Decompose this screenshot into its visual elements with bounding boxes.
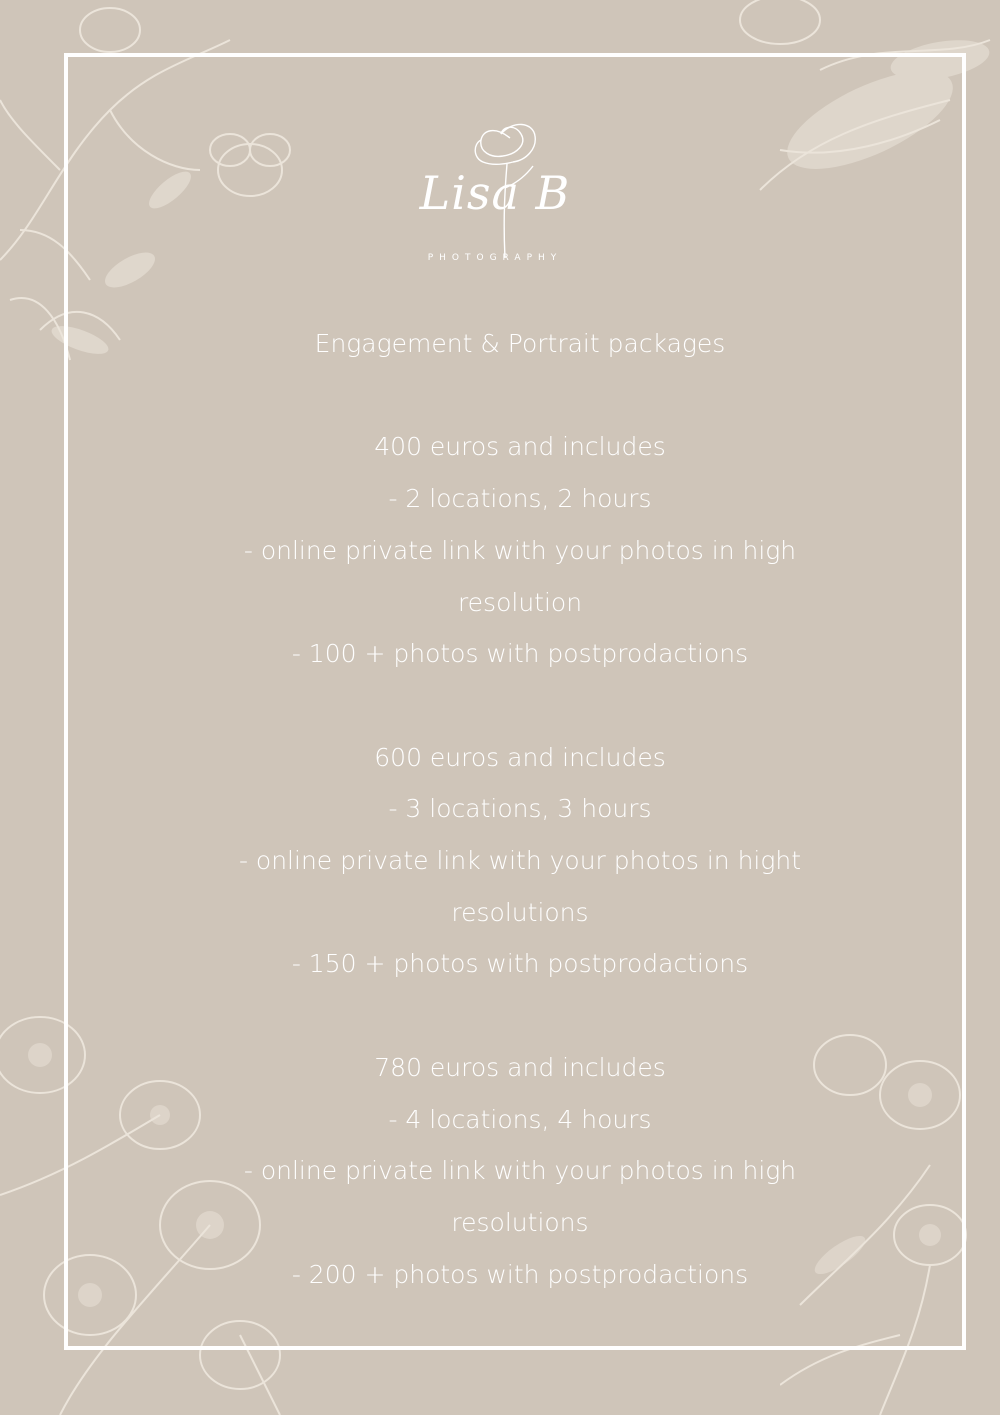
package-line: - online private link with your photos in hight xyxy=(238,846,802,875)
package-block xyxy=(120,421,920,680)
brand-logo xyxy=(395,108,595,268)
package-block xyxy=(120,732,920,991)
spacer xyxy=(120,680,920,732)
package-line: - 2 locations, 2 hours xyxy=(388,484,652,514)
package-line: - 3 locations, 3 hours xyxy=(388,794,652,824)
package-price: 400 euros and includes xyxy=(374,432,666,462)
package-line: - 4 locations, 4 hours xyxy=(388,1104,652,1134)
page-title: Engagement & Portrait packages xyxy=(314,329,726,358)
package-line: - online private link with your photos in high xyxy=(243,1156,797,1186)
package-line: - 100 + photos with postprodactions xyxy=(291,639,749,669)
package-price: 780 euros and includes xyxy=(374,1052,666,1082)
brand-subtitle: PHOTOGRAPHY xyxy=(427,253,563,263)
package-line: resolutions xyxy=(451,1207,589,1237)
package-line: - 150 + photos with postprodactions xyxy=(291,949,749,979)
spacer xyxy=(120,990,920,1042)
package-block xyxy=(120,1042,920,1301)
package-content xyxy=(120,318,920,1300)
package-line: resolutions xyxy=(451,897,589,927)
package-line: - online private link with your photos in high xyxy=(243,535,797,565)
package-price: 600 euros and includes xyxy=(374,742,666,772)
spacer xyxy=(120,370,920,422)
package-line: resolution xyxy=(457,587,583,617)
brand-script: Lisa B xyxy=(419,166,571,220)
package-line: - 200 + photos with postprodactions xyxy=(291,1259,749,1289)
